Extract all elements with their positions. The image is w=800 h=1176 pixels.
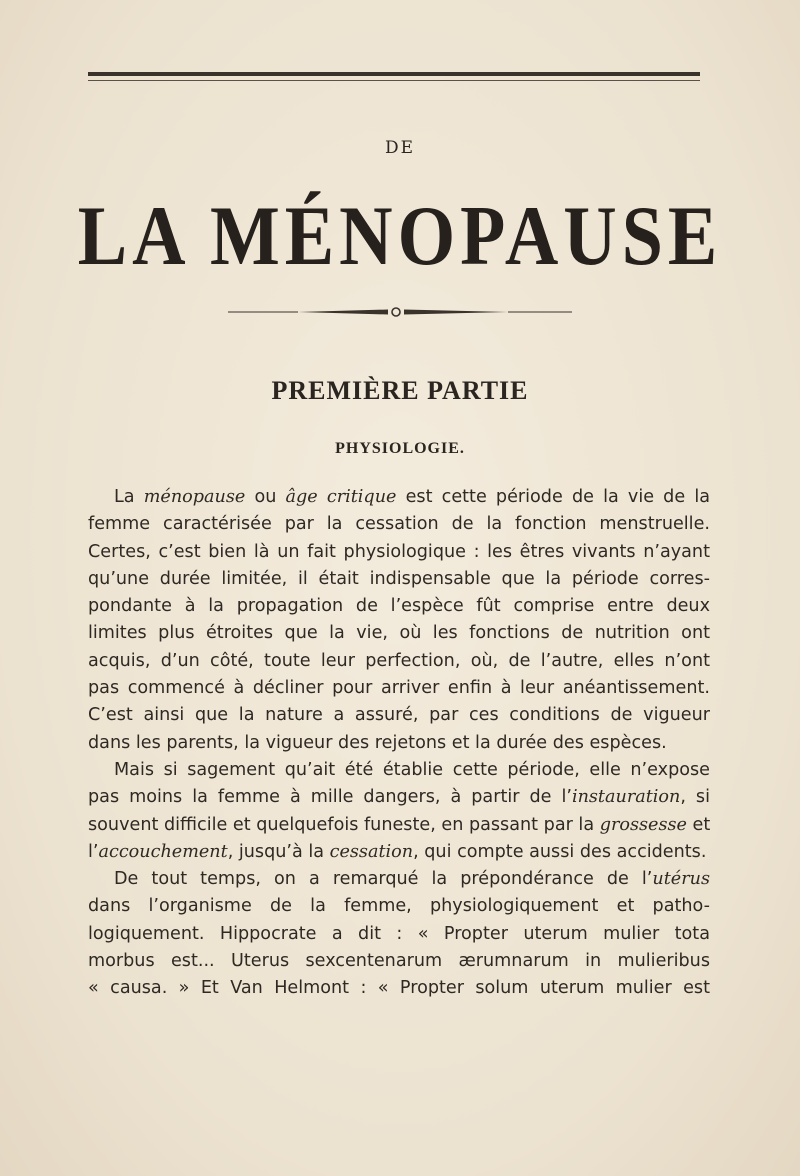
text-segment: morbus est... Uterus sexcentenarum ærumnarum in mulieribus bbox=[88, 951, 710, 972]
text-line bbox=[88, 730, 710, 757]
text-segment: pondante à la propagation de l’espèce fût comprise entre deux bbox=[88, 596, 710, 617]
text-line bbox=[88, 593, 710, 620]
text-line bbox=[88, 921, 710, 948]
text-segment: La bbox=[114, 487, 144, 507]
text-segment: dans les parents, la vigueur des rejetons et la durée des espèces. bbox=[88, 732, 667, 753]
text-segment: , qui compte aussi des accidents. bbox=[413, 841, 707, 862]
text-line bbox=[88, 566, 710, 593]
body-text bbox=[88, 484, 710, 1003]
text-line bbox=[88, 893, 710, 920]
text-segment: souvent difficile et quelquefois funeste, en passant par la bbox=[88, 814, 600, 835]
emphasis-text: cessation bbox=[329, 841, 414, 862]
emphasis-text: utérus bbox=[652, 869, 710, 890]
text-segment: dans l’organisme de la femme, physiologiquement et patho- bbox=[88, 896, 710, 917]
emphasis-text: instauration bbox=[571, 787, 681, 808]
emphasis-text: âge critique bbox=[285, 487, 397, 507]
ornamental-divider-icon bbox=[228, 306, 572, 318]
main-title: LA MÉNOPAUSE bbox=[77, 189, 723, 284]
text-line bbox=[88, 648, 710, 675]
text-line bbox=[88, 484, 710, 511]
text-segment: Certes, c’est bien là un fait physiologique : les êtres vivants n’ayant bbox=[88, 541, 710, 562]
text-line bbox=[88, 975, 710, 1002]
text-segment: est cette période de la vie de la bbox=[396, 487, 710, 507]
section-title: PHYSIOLOGIE. bbox=[335, 440, 465, 457]
emphasis-text: accouchement bbox=[98, 841, 228, 862]
text-line bbox=[88, 675, 710, 702]
text-line bbox=[88, 702, 710, 729]
text-segment: De tout temps, on a remarqué la prépondérance de l’ bbox=[114, 869, 653, 890]
text-segment: « causa. » Et Van Helmont : « Propter solum uterum mulier est bbox=[88, 978, 710, 999]
text-segment: , jusqu’à la bbox=[227, 841, 330, 862]
text-segment: Mais si sagement qu’ait été établie cette période, elle n’expose bbox=[114, 759, 710, 780]
text-segment: femme caractérisée par la cessation de la fonction menstruelle. bbox=[88, 514, 710, 535]
part-title: PREMIÈRE PARTIE bbox=[271, 376, 529, 405]
text-line bbox=[88, 539, 710, 566]
text-line bbox=[88, 948, 710, 975]
text-line bbox=[88, 511, 710, 538]
text-segment: et bbox=[686, 814, 710, 835]
text-segment: acquis, d’un côté, toute leur perfection, où, de l’autre, elles n’ont bbox=[88, 650, 710, 671]
text-line bbox=[88, 812, 710, 839]
emphasis-text: ménopause bbox=[143, 487, 246, 507]
text-line bbox=[88, 839, 710, 866]
text-segment: limites plus étroites que la vie, où les fonctions de nutrition ont bbox=[88, 623, 710, 644]
emphasis-text: grossesse bbox=[599, 814, 687, 835]
text-segment: pas commencé à décliner pour arriver enfin à leur anéantissement. bbox=[88, 678, 710, 699]
text-segment: pas moins la femme à mille dangers, à partir de l’ bbox=[88, 787, 572, 808]
text-segment: qu’une durée limitée, il était indispensable que la période corres- bbox=[88, 568, 710, 589]
text-segment: C’est ainsi que la nature a assuré, par ces conditions de vigueur bbox=[88, 705, 710, 726]
top-rule bbox=[88, 72, 700, 76]
text-line bbox=[88, 866, 710, 893]
text-segment: l’ bbox=[88, 841, 99, 862]
text-line bbox=[88, 784, 710, 811]
title-prefix: DE bbox=[384, 138, 416, 158]
text-segment: logiquement. Hippocrate a dit : « Propter uterum mulier tota bbox=[88, 923, 710, 944]
text-segment: , si bbox=[680, 787, 710, 808]
top-rule-thin bbox=[88, 80, 700, 81]
text-segment: ou bbox=[245, 487, 286, 507]
text-line bbox=[88, 620, 710, 647]
text-line bbox=[88, 757, 710, 784]
